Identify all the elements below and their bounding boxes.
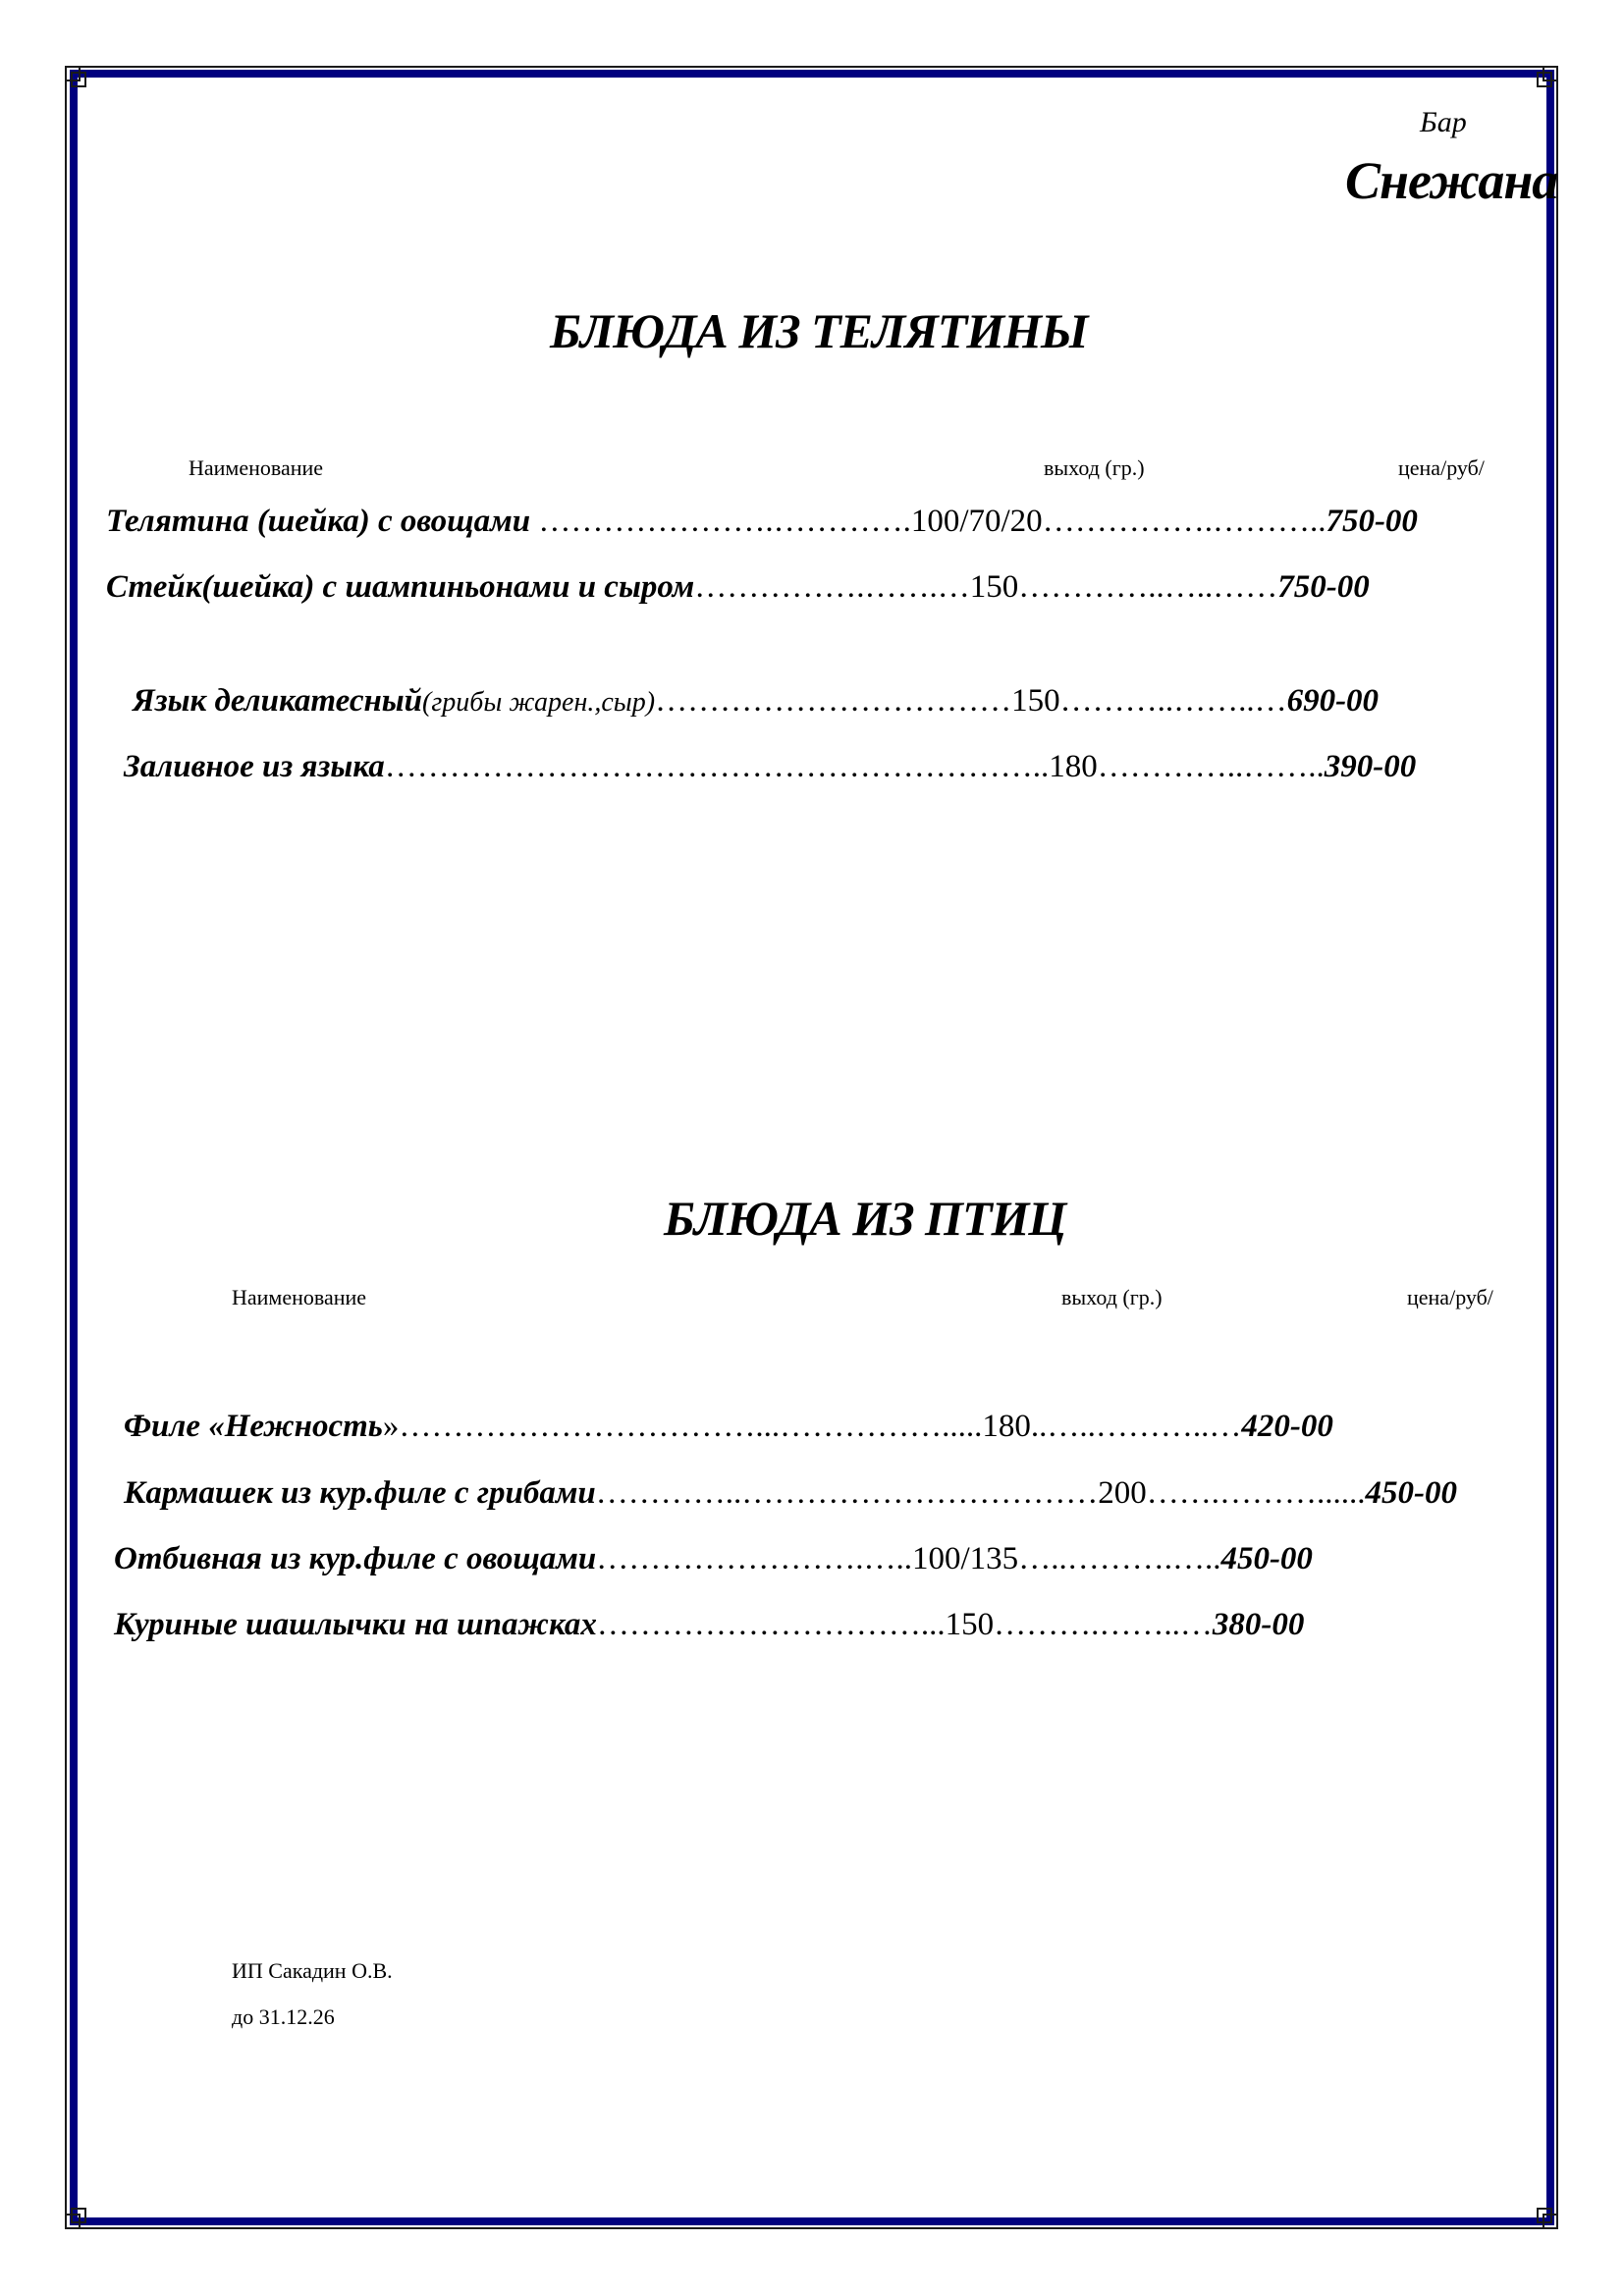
menu-item xyxy=(133,681,1379,722)
item-name: Язык деликатесный xyxy=(133,683,423,719)
leader-dots: …………………….….. xyxy=(596,1541,913,1576)
leader-dots: »……………………………...……………..... xyxy=(382,1409,983,1444)
leader-dots: …….………...... xyxy=(1146,1475,1366,1511)
column-header-name: Наименование xyxy=(189,455,324,480)
item-name: Филе «Нежность xyxy=(124,1409,383,1444)
item-weight: 150 xyxy=(945,1607,995,1642)
item-price: 690-00 xyxy=(1286,683,1380,719)
page-border-blue xyxy=(70,70,1554,2225)
brand-prefix: Бар xyxy=(1420,106,1467,138)
column-header-price: цена/руб/ xyxy=(1398,455,1485,480)
item-price: 450-00 xyxy=(1365,1475,1458,1511)
item-price: 380-00 xyxy=(1212,1607,1305,1642)
corner-ornament-bl-inner xyxy=(71,2208,86,2223)
leader-dots: …………………………………………………….. xyxy=(384,749,1050,784)
item-price: 420-00 xyxy=(1241,1409,1333,1444)
item-note: (грибы жарен.,сыр) xyxy=(422,687,656,718)
item-name: Заливное из языка xyxy=(124,749,385,784)
leader-dots: …..……….….. xyxy=(1018,1541,1221,1576)
leader-dots: …………..…….. xyxy=(1097,749,1325,784)
item-name: Стейк(шейка) с шампиньонами и сыром xyxy=(106,569,695,605)
item-weight: 200 xyxy=(1098,1475,1147,1511)
item-name: Телятина (шейка) с овощами xyxy=(106,504,531,539)
item-weight: 180 xyxy=(982,1409,1031,1444)
column-header-weight: выход (гр.) xyxy=(1061,1285,1163,1309)
leader-dots: …………………………... xyxy=(596,1607,946,1642)
item-weight: 150 xyxy=(969,569,1019,605)
corner-ornament-tr-inner xyxy=(1537,72,1552,87)
leader-dots: …………….……….. xyxy=(1042,504,1326,539)
menu-item xyxy=(114,1605,1304,1644)
leader-dots: ..…..………..… xyxy=(1030,1409,1242,1444)
item-weight: 150 xyxy=(1011,683,1060,719)
item-name: Отбивная из кур.филе с овощами xyxy=(114,1541,597,1576)
footer-owner: ИП Сакадин О.В. xyxy=(232,1958,393,1983)
leader-dots: ………..……..… xyxy=(1059,683,1287,719)
menu-item xyxy=(106,567,1370,607)
leader-dots: ………………….…………. xyxy=(530,504,911,539)
section-title-poultry: БЛЮДА ИЗ ПТИЦ xyxy=(664,1191,1066,1246)
item-price: 390-00 xyxy=(1324,749,1417,784)
item-price: 750-00 xyxy=(1277,569,1370,605)
leader-dots: …………….…….… xyxy=(694,569,970,605)
section-title-veal: БЛЮДА ИЗ ТЕЛЯТИНЫ xyxy=(550,303,1088,358)
menu-item xyxy=(114,1539,1313,1578)
column-header-name: Наименование xyxy=(232,1285,367,1309)
item-weight: 100/135 xyxy=(912,1541,1019,1576)
footer-valid-until: до 31.12.26 xyxy=(232,2004,335,2029)
menu-item xyxy=(124,1473,1457,1513)
menu-item xyxy=(106,502,1418,541)
corner-ornament-br-inner xyxy=(1537,2208,1552,2223)
item-weight: 100/70/20 xyxy=(910,504,1043,539)
corner-ornament-tl-inner xyxy=(71,72,86,87)
leader-dots: ……….……..… xyxy=(994,1607,1213,1642)
item-name: Кармашек из кур.филе с грибами xyxy=(124,1475,596,1511)
brand-name: Снежана xyxy=(1345,151,1558,210)
leader-dots: …………..…………………………… xyxy=(595,1475,1099,1511)
item-price: 750-00 xyxy=(1326,504,1418,539)
item-weight: 180 xyxy=(1049,749,1098,784)
item-name: Куриные шашлычки на шпажках xyxy=(114,1607,597,1642)
column-header-weight: выход (гр.) xyxy=(1044,455,1145,480)
leader-dots: …………..…..…… xyxy=(1018,569,1278,605)
item-price: 450-00 xyxy=(1220,1541,1313,1576)
column-header-price: цена/руб/ xyxy=(1407,1285,1493,1309)
menu-item xyxy=(124,747,1416,786)
menu-item xyxy=(124,1407,1333,1446)
leader-dots: …………………………… xyxy=(655,683,1012,719)
